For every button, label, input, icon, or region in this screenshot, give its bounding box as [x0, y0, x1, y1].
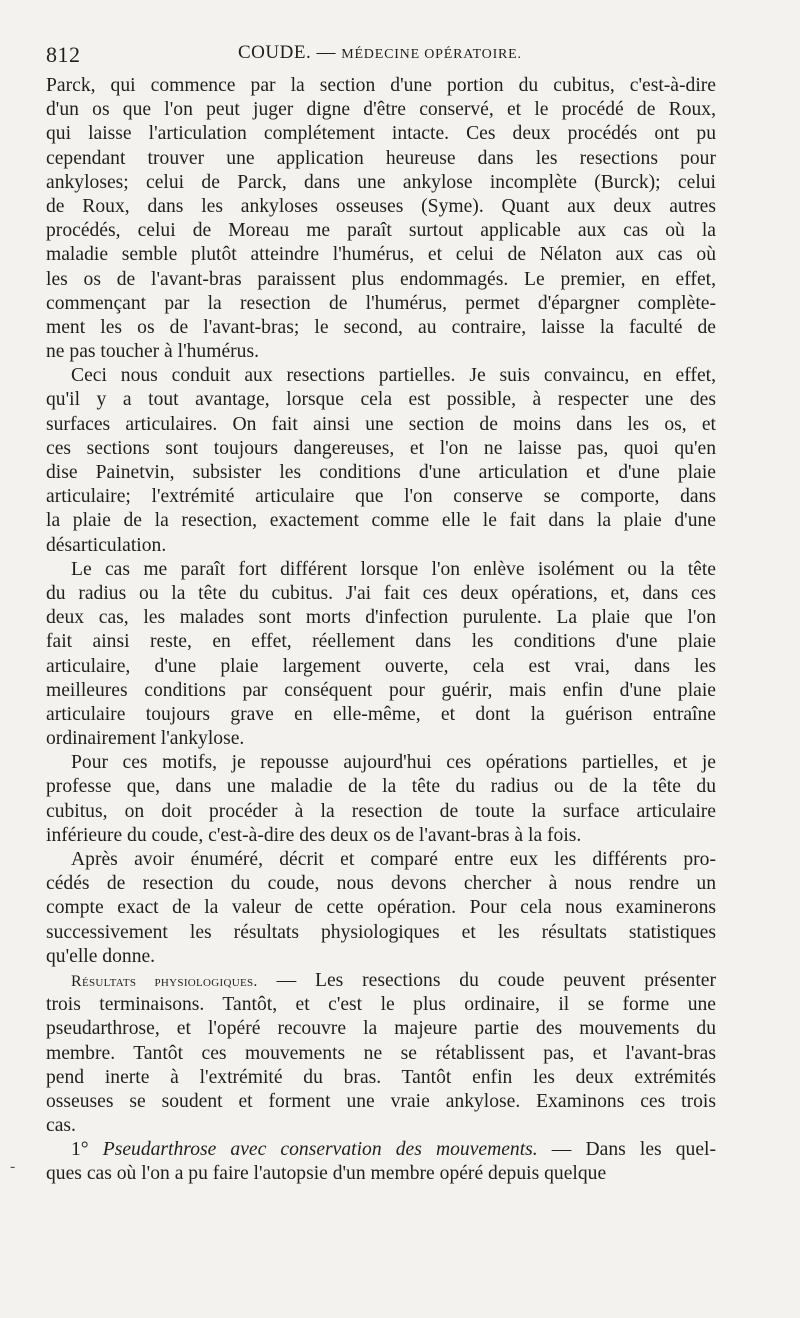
line-text: les os de l'avant-bras paraissent plus endommagés. Le premier, en effet,	[46, 268, 716, 290]
text-line	[46, 1114, 716, 1138]
text-line	[46, 800, 716, 824]
line-text: ne pas toucher à l'humérus.	[46, 341, 260, 363]
text-line	[46, 243, 716, 267]
text-line	[46, 219, 716, 243]
text-line	[46, 1090, 716, 1114]
text-line	[46, 727, 716, 751]
line-text: — Dans les quel-	[537, 1139, 717, 1161]
line-text: successivement les résultats physiologiques et les résultats statistiques	[46, 921, 716, 943]
line-text: qu'il y a tout avantage, lorsque cela est possible, à respecter une des	[46, 389, 716, 411]
line-text: compte exact de la valeur de cette opération. Pour cela nous examinerons	[46, 897, 716, 919]
text-line	[46, 655, 716, 679]
text-line	[46, 195, 716, 219]
text-line	[46, 582, 716, 606]
paragraph	[46, 848, 716, 969]
line-text: pseudarthrose, et l'opéré recouvre la majeure partie des mouvements du	[46, 1018, 716, 1040]
line-text: Parck, qui commence par la section d'une portion du cubitus, c'est-à-dire	[46, 75, 716, 96]
paragraph	[46, 969, 716, 1138]
text-line	[46, 316, 716, 340]
text-line	[46, 848, 716, 872]
section-heading: Résultats physiologiques.	[71, 972, 258, 990]
line-text: professe que, dans une maladie de la tête du radius ou de la tête du	[46, 776, 716, 798]
text-line	[46, 1017, 716, 1041]
line-text: articulaire toujours grave en elle-même, et dont la guérison entraîne	[46, 703, 716, 725]
line-text: procédés, celui de Moreau me paraît surtout applicable aux cas où la	[46, 220, 716, 242]
paragraph	[46, 74, 716, 364]
line-text: meilleures conditions par conséquent pour guérir, mais enfin d'une plaie	[46, 679, 716, 701]
text-line	[46, 945, 716, 969]
text-line	[46, 921, 716, 945]
text-line	[46, 775, 716, 799]
line-text: pend inerte à l'extrémité du bras. Tantôt enfin les deux extrémités	[46, 1066, 716, 1088]
line-text: trois terminaisons. Tantôt, et c'est le plus ordinaire, il se forme une	[46, 994, 716, 1016]
line-text: surfaces articulaires. On fait ainsi une section de moins dans les os, et	[46, 413, 716, 435]
line-text: ordinairement l'ankylose.	[46, 728, 245, 750]
subsection-heading: Pseudarthrose avec conservation des mouvements.	[102, 1139, 538, 1161]
text-line	[46, 993, 716, 1017]
line-text: d'un os que l'on peut juger digne d'être conservé, et le procédé de Roux,	[46, 99, 716, 121]
text-line	[46, 171, 716, 195]
line-text: commençant par la resection de l'humérus, permet d'épargner complète-	[46, 292, 716, 314]
text-line	[46, 509, 716, 533]
paragraph	[46, 558, 716, 752]
text-line	[46, 534, 716, 558]
text-line	[46, 364, 716, 388]
line-text: articulaire, d'une plaie largement ouverte, cela est vrai, dans les	[46, 655, 716, 677]
line-text: membre. Tantôt ces mouvements ne se rétablissent pas, et l'avant-bras	[46, 1042, 716, 1064]
line-text: deux cas, les malades sont morts d'infection purulente. La plaie que l'on	[46, 607, 716, 629]
text-line	[46, 292, 716, 316]
line-text: Le cas me paraît fort différent lorsque l'on enlève isolément ou la tête	[71, 558, 716, 580]
text-line	[46, 461, 716, 485]
text-line	[46, 606, 716, 630]
text-line	[46, 896, 716, 920]
line-text: Après avoir énuméré, décrit et comparé entre eux les différents pro-	[71, 849, 716, 870]
line-text: ment les os de l'avant-bras; le second, au contraire, laisse la faculté de	[46, 316, 716, 338]
text-line	[46, 340, 716, 364]
text-line	[46, 268, 716, 292]
line-text: dise Painetvin, subsister les conditions d'une articulation et d'une plaie	[46, 462, 716, 483]
text-line	[46, 558, 716, 582]
line-text: qu'elle donne.	[46, 945, 156, 967]
margin-mark: -	[10, 1158, 16, 1175]
text-line	[46, 388, 716, 412]
line-text: Ceci nous conduit aux resections partielles. Je suis convaincu, en effet,	[71, 365, 716, 387]
paragraph	[46, 1138, 716, 1186]
line-text: cependant trouver une application heureuse dans les resections pour	[46, 147, 716, 169]
text-line	[46, 872, 716, 896]
text-line	[46, 679, 716, 703]
line-text: — Les resections du coude peuvent présenter	[257, 969, 716, 991]
line-text: cédés de resection du coude, nous devons chercher à nous rendre un	[46, 873, 716, 895]
page-number: 812	[46, 42, 81, 67]
running-head: COUDE. — MÉDECINE OPÉRATOIRE.	[238, 42, 522, 63]
text-line	[46, 437, 716, 461]
line-text: maladie semble plutôt atteindre l'humérus, et celui de Nélaton aux cas où	[46, 244, 716, 266]
text-line	[46, 1042, 716, 1066]
page-body	[46, 74, 716, 1187]
text-line	[46, 74, 716, 98]
paragraph	[46, 364, 716, 558]
line-text: fait ainsi reste, en effet, réellement dans les conditions d'une plaie	[46, 631, 716, 653]
line-text: osseuses se soudent et forment une vraie ankylose. Examinons ces trois	[46, 1090, 716, 1112]
line-text: cas.	[46, 1115, 76, 1137]
text-line	[46, 1066, 716, 1090]
text-line	[46, 703, 716, 727]
line-text: cubitus, on doit procéder à la resection de toute la surface articulaire	[46, 800, 716, 822]
text-line	[46, 1138, 716, 1162]
line-text: de Roux, dans les ankyloses osseuses (Syme). Quant aux deux autres	[46, 195, 716, 217]
line-text: désarticulation.	[46, 534, 167, 556]
line-text: du radius ou la tête du cubitus. J'ai fait ces deux opérations, et, dans ces	[46, 582, 716, 604]
text-line	[46, 751, 716, 775]
text-line	[46, 485, 716, 509]
text-line	[46, 969, 716, 993]
text-line	[46, 147, 716, 171]
text-line	[46, 122, 716, 146]
paragraph	[46, 751, 716, 848]
line-text: la plaie de la resection, exactement comme elle le fait dans la plaie d'une	[46, 510, 716, 532]
text-line	[46, 98, 716, 122]
subsection-number: 1°	[71, 1139, 103, 1161]
line-text: qui laisse l'articulation complétement intacte. Ces deux procédés ont pu	[46, 123, 716, 145]
page-header	[46, 42, 716, 70]
line-text: Pour ces motifs, je repousse aujourd'hui ces opérations partielles, et je	[71, 752, 716, 774]
text-line	[46, 824, 716, 848]
line-text: ankyloses; celui de Parck, dans une ankylose incomplète (Burck); celui	[46, 171, 716, 193]
text-line	[46, 630, 716, 654]
text-line	[46, 1162, 716, 1186]
text-line	[46, 413, 716, 437]
line-text: ces sections sont toujours dangereuses, et l'on ne laisse pas, quoi qu'en	[46, 437, 716, 459]
line-text: ques cas où l'on a pu faire l'autopsie d'un membre opéré depuis quelque	[46, 1163, 607, 1185]
line-text: inférieure du coude, c'est-à-dire des deux os de l'avant-bras à la fois.	[46, 824, 582, 846]
line-text: articulaire; l'extrémité articulaire que l'on conserve se comporte, dans	[46, 486, 716, 508]
